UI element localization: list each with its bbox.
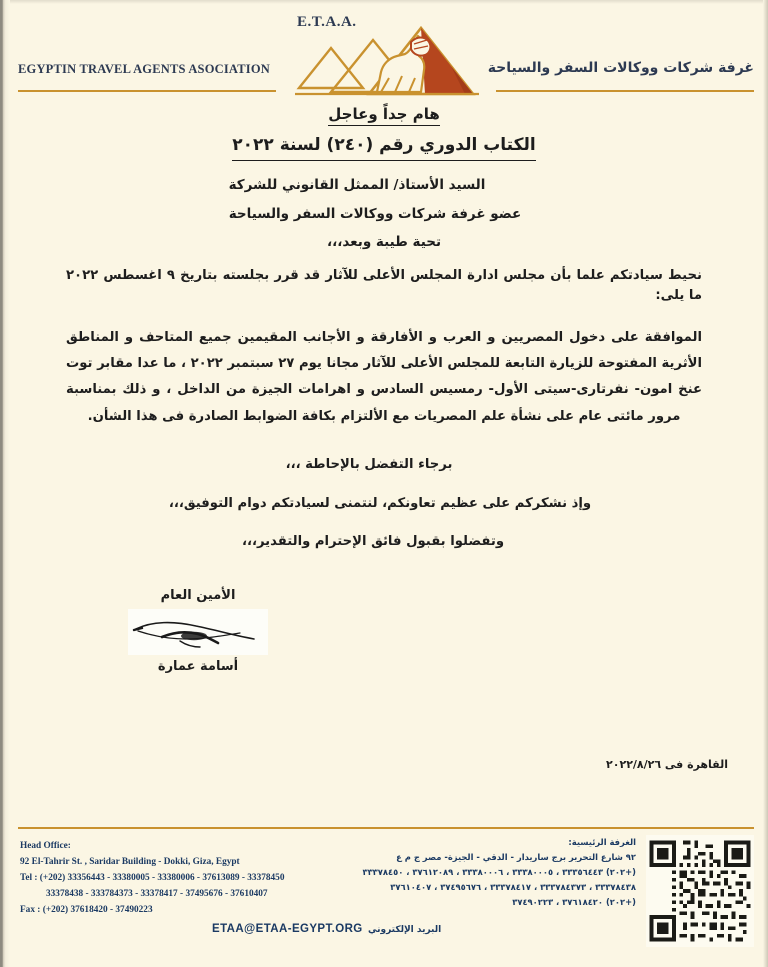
footer-address-ar: ٩٢ شارع التحرير برج ساريدار - الدقي - الجيزة- مصر ج م ع <box>396 851 636 862</box>
body-block <box>0 266 768 431</box>
document-footer <box>0 827 768 967</box>
footer-contact-arabic <box>362 835 636 910</box>
title-urgent: هام جداً وعاجل <box>328 104 440 126</box>
header-rule-right <box>496 90 754 92</box>
handwritten-signature <box>128 609 268 655</box>
scan-edge-left <box>0 0 10 967</box>
body-intro-paragraph: نحيط سيادتكم علما بأن مجلس ادارة المجلس الأعلى للآثار قد قرر بجلسته بتاريخ ٩ اغسطس ٢٠٢٢ ما يلى: <box>66 267 703 304</box>
org-name-english: EGYPTIN TRAVEL AGENTS ASOCIATION <box>18 62 270 76</box>
logo-acronym: E.T.A.A. <box>297 14 357 30</box>
footer-contact-english <box>20 839 284 919</box>
footer-email-label: البريد الإلكتروني <box>368 925 442 935</box>
footer-rule <box>18 827 754 829</box>
title-circular-number: الكتاب الدوري رقم (٢٤٠) لسنة ٢٠٢٢ <box>232 134 535 161</box>
address-line-greeting: تحية طيبة وبعد،،، <box>326 234 442 251</box>
body-main-paragraph: الموافقة على دخول المصريين و العرب و الأفارقة و الأجانب المقيمين جميع المتاحف و المناطق الأثرية المفتوحة للزيارة التابعة للمجلس الأعلى للآثار مجانا يوم ٢٧ سبتمبر ٢٠٢٢ ، ما عدا مقابر توت عنخ امون- نفرتارى-سيتى الأول- رمسيس السادس و اهرامات الجيزة من الداخل ، و ذلك بمناسبة مرور مائتى عام على نشأة علم المصريات مع الألتزام بكافة الضوابط الصادرة فى هذا الشأن. <box>66 329 702 424</box>
org-name-arabic: غرفة شركات ووكالات السفر والسياحة <box>487 60 754 76</box>
document-header <box>0 4 768 100</box>
header-rule-left <box>18 90 276 92</box>
scan-edge-top <box>0 0 768 4</box>
closing-line-2: وإذ نشكركم على عظيم تعاونكم، لنتمنى لسيادتكم دوام التوفيق،،، <box>168 496 592 512</box>
footer-tel-line2-en: 33378438 - 333784373 - 33378417 - 37495676 - 37610407 <box>46 888 268 899</box>
signature-block <box>98 588 298 674</box>
signatory-title: الأمين العام <box>160 588 236 603</box>
qr-code <box>646 835 754 947</box>
footer-fax-ar: (+٢٠٢) ٣٧٦١٨٤٢٠ ، ٣٧٤٩٠٢٢٣ <box>512 896 636 907</box>
footer-email-address[interactable]: ETAA@ETAA-EGYPT.ORG <box>212 923 363 935</box>
footer-tel-line1-ar: (+٢٠٢) ٣٣٣٥٦٤٤٣ ، ٣٣٣٨٠٠٠٥ ، ٣٣٣٨٠٠٠٦ ، ٣٧٦١٢٠٨٩ ، ٣٣٣٧٨٤٥٠ <box>362 866 636 877</box>
footer-head-office-label-ar: الغرفة الرئيسية: <box>568 837 636 847</box>
address-line-recipient: السيد الأستاذ/ الممثل القانوني للشركة <box>228 177 486 194</box>
signatory-name: أسامة عمارة <box>157 659 239 674</box>
footer-address-en: 92 El-Tahrir St. , Saridar Building - Dokki, Giza, Egypt <box>20 856 240 867</box>
address-line-membership: عضو غرفة شركات ووكالات السفر والسياحة <box>228 205 522 222</box>
footer-tel-line1-en: Tel : (+202) 33356443 - 33380005 - 33380006 - 37613089 - 33378450 <box>20 872 285 883</box>
address-block <box>0 177 768 252</box>
footer-head-office-label-en: Head Office: <box>20 841 71 851</box>
scan-edge-right <box>763 0 768 967</box>
footer-fax-en: Fax : (+202) 37618420 - 37490223 <box>20 904 153 915</box>
closing-line-1: برجاء التفضل بالإحاطة ،،، <box>285 457 453 473</box>
date-stamp: القاهرة فى ٢٠٢٢/٨/٢٦ <box>606 758 728 771</box>
closing-block <box>0 456 768 549</box>
footer-tel-line2-ar: ٣٣٣٧٨٤٣٨ ، ٣٣٣٧٨٤٣٧٣ ، ٣٣٣٧٨٤١٧ ، ٣٧٤٩٥٦٧٦ ، ٣٧٦١٠٤٠٧ <box>390 881 636 892</box>
title-block <box>0 104 768 161</box>
closing-line-3: وتفضلوا بقبول فائق الإحترام والتقدير،،، <box>241 533 505 549</box>
etaa-logo <box>269 6 499 98</box>
